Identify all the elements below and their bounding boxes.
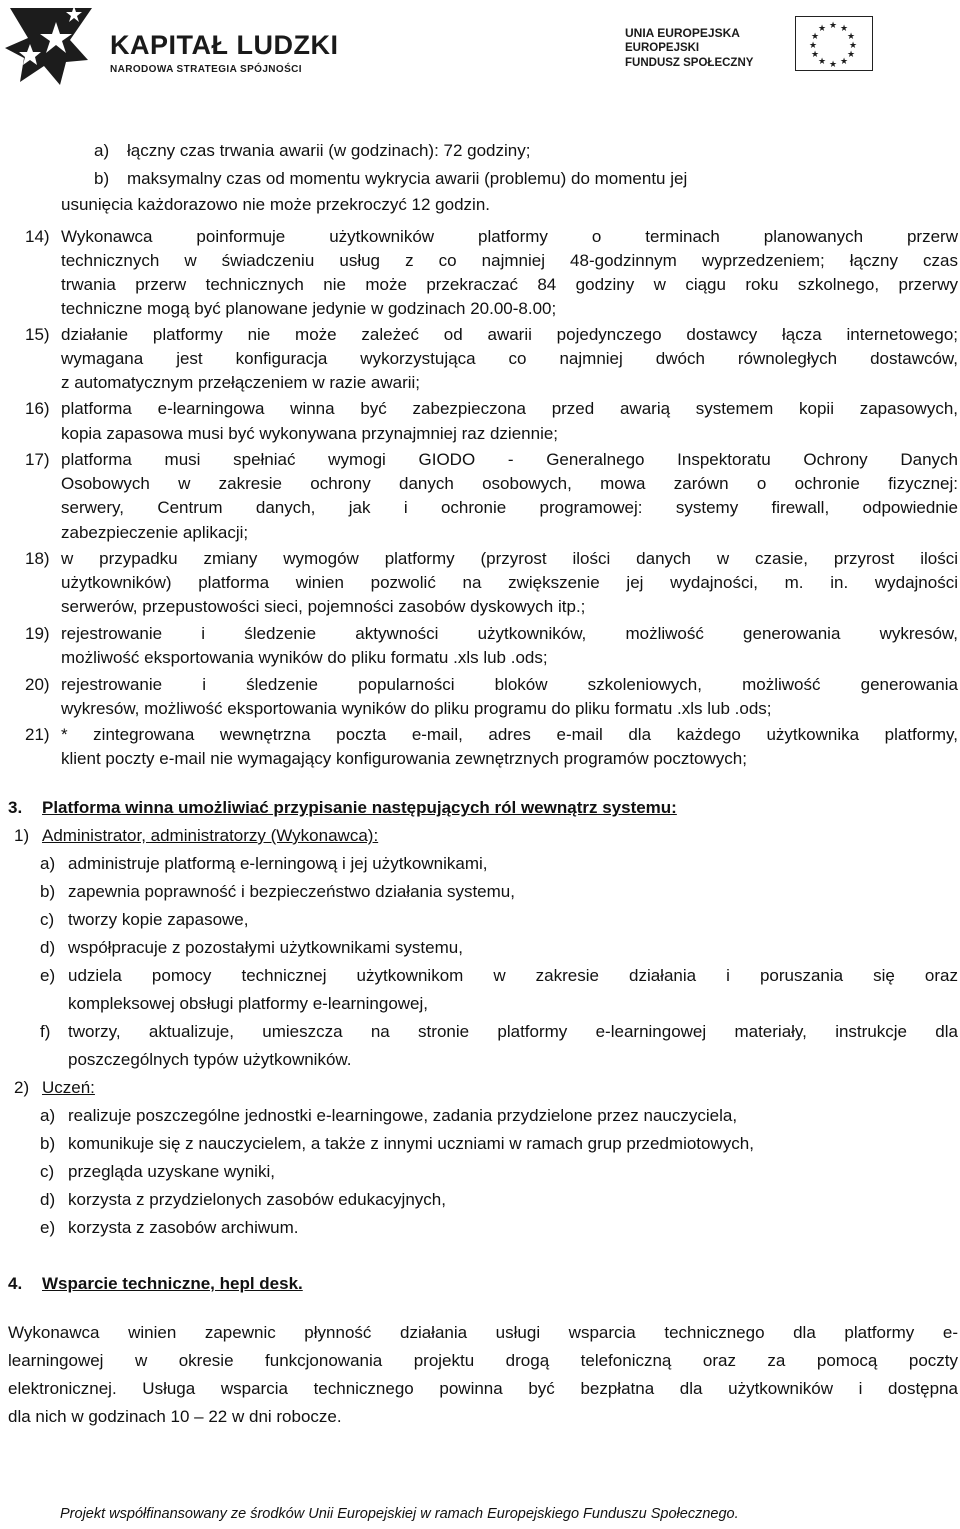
svg-text:★: ★ xyxy=(839,56,849,66)
paragraph-last-line: dla nich w godzinach 10 – 22 w dni robocze. xyxy=(8,1407,342,1426)
svg-text:★: ★ xyxy=(810,49,820,59)
intro-a-text: łączny czas trwania awarii (w godzinach): 72 godziny; xyxy=(127,141,531,160)
item-last-line: klient poczty e-mail nie wymagający konfigurowania zewnętrznych programów pocztowych; xyxy=(61,749,747,768)
item-line: w przypadku zmiany wymogów platformy (przyrost ilości danych w czasie, przyrost ilości xyxy=(61,549,958,568)
list-item xyxy=(61,725,958,745)
list-item xyxy=(61,624,958,644)
task-label: a) xyxy=(40,1106,56,1125)
task-text-cont: kompleksowej obsługi platformy e-learningowej, xyxy=(68,994,429,1013)
list-item xyxy=(61,549,958,593)
role-number: 2) xyxy=(14,1078,30,1097)
intro-a-label: a) xyxy=(94,141,110,160)
paragraph-line: elektronicznej. Usługa wsparcia technicznego powinna być bezpłatna dla użytkowników i dostępna xyxy=(8,1379,958,1398)
kapital-ludzki-emblem xyxy=(0,0,100,90)
item-last-line: możliwość eksportowania wyników do pliku formatu .xls lub .ods; xyxy=(61,648,548,667)
svg-text:★: ★ xyxy=(817,56,827,66)
eu-logo-line3: FUNDUSZ SPOŁECZNY xyxy=(625,57,754,69)
list-item xyxy=(61,675,958,695)
paragraph-line: Wykonawca winien zapewnic płynność działania usługi wsparcia technicznego dla platformy e- xyxy=(8,1323,958,1342)
item-last-line: serwerów, przepustowości sieci, pojemności zasobów dyskowych itp.; xyxy=(61,597,586,616)
svg-text:★: ★ xyxy=(808,40,818,50)
item-line: rejestrowanie i śledzenie aktywności użytkowników, możliwość generowania wykresów, xyxy=(61,624,958,643)
list-item xyxy=(61,450,958,518)
section-3-number: 3. xyxy=(8,798,23,817)
item-line: technicznych w świadczeniu usług z co najmniej 48-godzinnym wyprzedzeniem; łączny czas xyxy=(61,251,958,270)
task-text: zapewnia poprawność i bezpieczeństwo działania systemu, xyxy=(68,882,515,901)
item-line: działanie platformy nie może zależeć od awarii pojedynczego dostawcy łącza internetowego; xyxy=(61,325,958,344)
item-line: serwery, Centrum danych, jak i ochronie programowej: systemy firewall, odpowiednie xyxy=(61,498,958,517)
list-item xyxy=(61,399,958,419)
task-label: e) xyxy=(40,966,56,985)
item-number: 14) xyxy=(25,227,50,246)
svg-text:★: ★ xyxy=(846,49,856,59)
svg-text:★: ★ xyxy=(828,20,838,30)
eu-logo-line1: UNIA EUROPEJSKA xyxy=(625,26,740,40)
task-text: korzysta z zasobów archiwum. xyxy=(68,1218,299,1237)
task-text: realizuje poszczególne jednostki e-learningowe, zadania przydzielone przez nauczyciela, xyxy=(68,1106,738,1125)
item-last-line: wykresów, możliwość eksportowania wyników do pliku programu do pliku formatu .xls lub .ods; xyxy=(61,699,772,718)
item-line: trwania przerw technicznych nie może przekraczać 84 godziny w ciągu roku szkolnego, przerwy xyxy=(61,275,958,294)
eu-logo xyxy=(625,16,875,76)
logo-subtitle: NARODOWA STRATEGIA SPÓJNOŚCI xyxy=(110,64,302,75)
svg-text:★: ★ xyxy=(810,31,820,41)
item-line: rejestrowanie i śledzenie popularności bloków szkoleniowych, możliwość generowania xyxy=(61,675,958,694)
logo-title: KAPITAŁ LUDZKI xyxy=(110,30,339,60)
role-title-admin: Administrator, administratorzy (Wykonawca): xyxy=(42,826,379,845)
svg-text:★: ★ xyxy=(828,59,838,69)
task-text xyxy=(68,1022,958,1042)
svg-text:★: ★ xyxy=(817,23,827,33)
task-line: udziela pomocy technicznej użytkownikom w zakresie działania i poruszania się oraz xyxy=(68,966,958,985)
item-number: 15) xyxy=(25,325,50,344)
footer-note: Projekt współfinansowany ze środków Unii Europejskiej w ramach Europejskiego Funduszu Społecznego. xyxy=(60,1506,739,1522)
task-text: przegląda uzyskane wyniki, xyxy=(68,1162,275,1181)
task-label: d) xyxy=(40,938,56,957)
svg-text:★: ★ xyxy=(846,31,856,41)
item-last-line: z automatycznym przełączeniem w razie awarii; xyxy=(61,373,421,392)
task-line: tworzy, aktualizuje, umieszcza na stronie platformy e-learningowej materiały, instrukcje dla xyxy=(68,1022,958,1041)
task-label: d) xyxy=(40,1190,56,1209)
item-line: Osobowych w zakresie ochrony danych osobowych, mowa zarówn o ochronie fizycznej: xyxy=(61,474,958,493)
intro-b-text-cont: usunięcia każdorazowo nie może przekroczyć 12 godzin. xyxy=(61,195,491,214)
task-text-cont: poszczególnych typów użytkowników. xyxy=(68,1050,352,1069)
item-number: 21) xyxy=(25,725,50,744)
task-label: a) xyxy=(40,854,56,873)
task-label: e) xyxy=(40,1218,56,1237)
section-4-heading: Wsparcie techniczne, hepl desk. xyxy=(42,1274,303,1293)
item-number: 16) xyxy=(25,399,50,418)
item-number: 17) xyxy=(25,450,50,469)
task-text: administruje platformą e-lerningową i jej użytkownikami, xyxy=(68,854,488,873)
paragraph-line: learningowej w okresie funkcjonowania projektu drogą telefoniczną oraz za pomocą poczty xyxy=(8,1351,958,1370)
item-number: 18) xyxy=(25,549,50,568)
svg-text:★: ★ xyxy=(839,23,849,33)
task-text: komunikuje się z nauczycielem, a także z innymi uczniami w ramach grup przedmiotowych, xyxy=(68,1134,754,1153)
item-line: użytkowników) platforma winien pozwolić na zwiększenie jej wydajności, m. in. wydajności xyxy=(61,573,958,592)
task-text: korzysta z przydzielonych zasobów edukacyjnych, xyxy=(68,1190,446,1209)
item-last-line: zabezpieczenie aplikacji; xyxy=(61,523,249,542)
section-3-heading: Platforma winna umożliwiać przypisanie następujących ról wewnątrz systemu: xyxy=(42,798,677,817)
item-line: Wykonawca poinformuje użytkowników platformy o terminach planowanych przerw xyxy=(61,227,958,246)
task-label: c) xyxy=(40,910,55,929)
item-line: platforma e-learningowa winna być zabezpieczona przed awarią systemem kopii zapasowych, xyxy=(61,399,958,418)
list-item xyxy=(61,325,958,369)
intro-b-label: b) xyxy=(94,169,110,188)
task-text: współpracuje z pozostałymi użytkownikami systemu, xyxy=(68,938,463,957)
item-line: platforma musi spełniać wymogi GIODO - Generalnego Inspektoratu Ochrony Danych xyxy=(61,450,958,469)
task-text xyxy=(68,966,958,986)
task-label: c) xyxy=(40,1162,55,1181)
svg-text:★: ★ xyxy=(848,40,858,50)
eu-logo-line2: EUROPEJSKI xyxy=(625,42,700,54)
role-number: 1) xyxy=(14,826,30,845)
section-4-paragraph xyxy=(8,1323,958,1399)
list-item xyxy=(61,227,958,295)
section-4-number: 4. xyxy=(8,1274,23,1293)
task-label: b) xyxy=(40,882,56,901)
item-line: wymagana jest konfiguracja wykorzystująca co najmniej dwóch równoległych dostawców, xyxy=(61,349,958,368)
eu-flag-icon xyxy=(795,16,873,71)
item-number: 20) xyxy=(25,675,50,694)
item-last-line: kopia zapasowa musi być wykonywana przynajmniej raz dziennie; xyxy=(61,424,559,443)
task-label: b) xyxy=(40,1134,56,1153)
task-label: f) xyxy=(40,1022,51,1041)
item-line: * zintegrowana wewnętrzna poczta e-mail, adres e-mail dla każdego użytkownika platformy, xyxy=(61,725,958,744)
task-text: tworzy kopie zapasowe, xyxy=(68,910,249,929)
item-last-line: techniczne mogą być planowane jedynie w godzinach 20.00-8.00; xyxy=(61,299,557,318)
kapital-ludzki-logo xyxy=(0,0,340,90)
intro-b-text: maksymalny czas od momentu wykrycia awarii (problemu) do momentu jej xyxy=(127,169,688,188)
item-number: 19) xyxy=(25,624,50,643)
role-title-student: Uczeń: xyxy=(42,1078,95,1097)
